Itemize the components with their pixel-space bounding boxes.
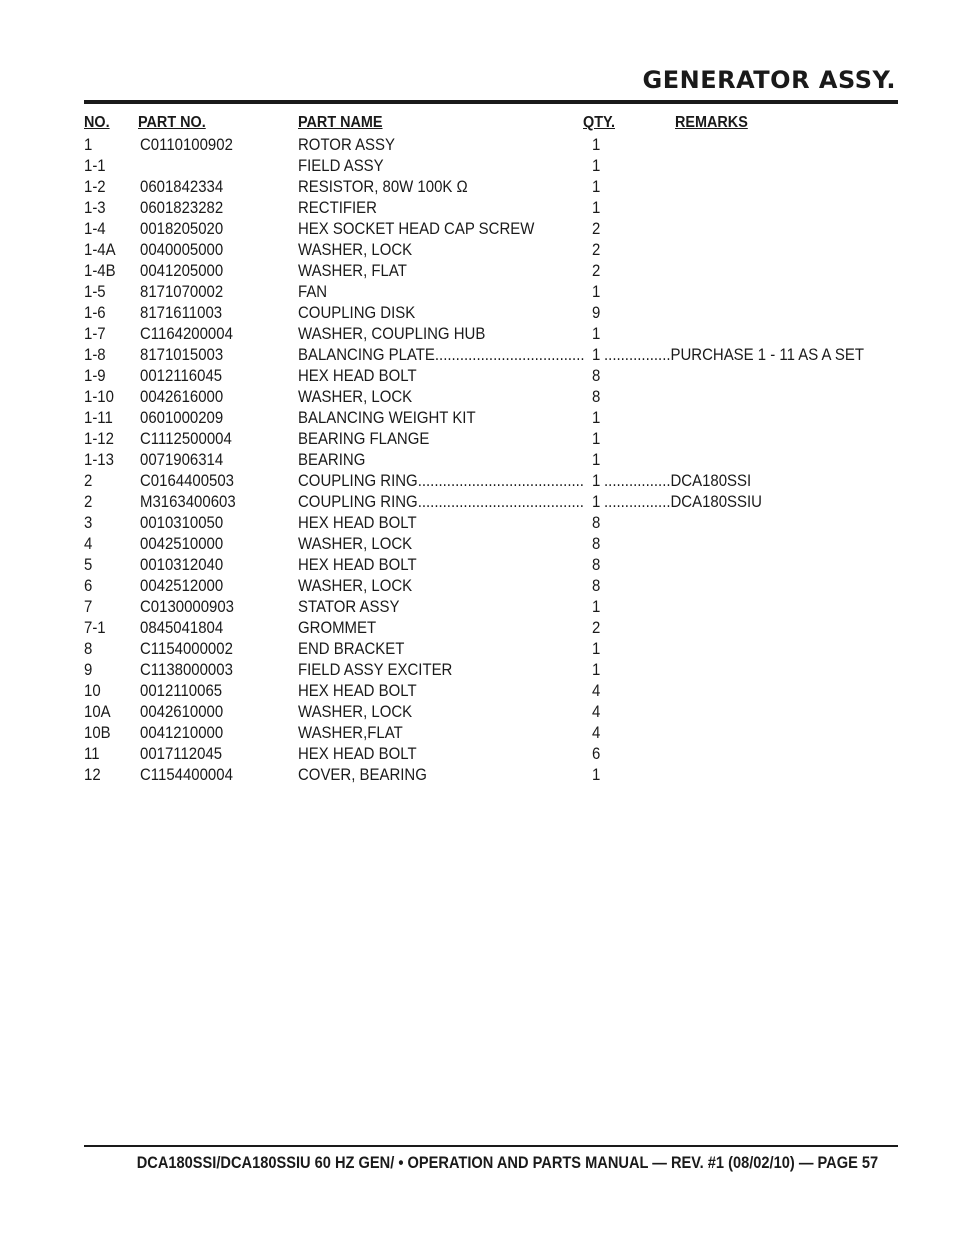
row-part-no: 0012110065 <box>140 681 223 700</box>
row-no: 1-1 <box>84 156 106 175</box>
table-row <box>0 176 954 197</box>
row-qty: 2 <box>592 240 601 259</box>
table-row <box>0 386 954 407</box>
row-no: 7-1 <box>84 618 106 637</box>
row-no: 12 <box>84 765 101 784</box>
table-row <box>0 596 954 617</box>
row-part-no: 0012116045 <box>140 366 223 385</box>
table-row <box>0 239 954 260</box>
row-no: 2 <box>84 471 93 490</box>
row-part-no: 8171611003 <box>140 303 223 322</box>
row-part-name: COUPLING RING........................................ <box>298 492 584 511</box>
row-qty: 1 <box>592 135 601 154</box>
table-row <box>0 407 954 428</box>
row-qty: 1 <box>592 450 601 469</box>
row-part-name: BALANCING WEIGHT KIT <box>298 408 476 427</box>
row-part-name: END BRACKET <box>298 639 405 658</box>
row-qty: 1 <box>592 198 601 217</box>
row-no: 10A <box>84 702 111 721</box>
row-part-no: 0071906314 <box>140 450 224 469</box>
row-qty: 1 <box>592 660 601 679</box>
header-remarks: REMARKS <box>675 114 748 131</box>
row-part-name: FAN <box>298 282 328 301</box>
row-qty: 9 <box>592 303 601 322</box>
row-no: 8 <box>84 639 93 658</box>
row-no: 1-4B <box>84 261 116 280</box>
row-qty: 1 <box>592 429 601 448</box>
row-part-name: HEX SOCKET HEAD CAP SCREW <box>298 219 535 238</box>
table-row <box>0 512 954 533</box>
table-row <box>0 659 954 680</box>
row-qty: 8 <box>592 513 601 532</box>
row-no: 10 <box>84 681 101 700</box>
row-no: 7 <box>84 597 93 616</box>
row-part-name: COUPLING DISK <box>298 303 416 322</box>
row-no: 1-13 <box>84 450 114 469</box>
row-part-name: WASHER, LOCK <box>298 576 413 595</box>
table-row <box>0 428 954 449</box>
row-part-name: HEX HEAD BOLT <box>298 555 417 574</box>
row-qty: 4 <box>592 702 601 721</box>
row-no: 1 <box>84 135 93 154</box>
table-row <box>0 302 954 323</box>
row-no: 11 <box>84 744 100 763</box>
table-row <box>0 470 954 491</box>
row-part-no: C0110100902 <box>140 135 233 154</box>
table-header <box>0 114 954 134</box>
table-row <box>0 155 954 176</box>
row-no: 2 <box>84 492 93 511</box>
table-row <box>0 491 954 512</box>
row-part-no: 8171015003 <box>140 345 224 364</box>
header-part-name: PART NAME <box>298 114 383 131</box>
row-part-name: WASHER, FLAT <box>298 261 407 280</box>
row-remarks: ................PURCHASE 1 - 11 AS A SET <box>604 345 864 364</box>
row-no: 1-10 <box>84 387 114 406</box>
row-part-no: C1112500004 <box>140 429 232 448</box>
table-row <box>0 134 954 155</box>
row-part-name: ROTOR ASSY <box>298 135 395 154</box>
row-part-name: WASHER,FLAT <box>298 723 403 742</box>
footer-divider <box>84 1145 898 1147</box>
row-no: 10B <box>84 723 111 742</box>
row-part-name: WASHER, COUPLING HUB <box>298 324 486 343</box>
table-row <box>0 701 954 722</box>
row-part-name: BEARING FLANGE <box>298 429 430 448</box>
table-row <box>0 764 954 785</box>
row-part-name: FIELD ASSY <box>298 156 384 175</box>
table-row <box>0 638 954 659</box>
row-no: 1-2 <box>84 177 106 196</box>
row-part-no: 0042510000 <box>140 534 224 553</box>
row-qty: 1 <box>592 408 601 427</box>
row-no: 6 <box>84 576 93 595</box>
row-part-name: HEX HEAD BOLT <box>298 366 417 385</box>
row-no: 4 <box>84 534 93 553</box>
row-qty: 8 <box>592 576 601 595</box>
row-qty: 2 <box>592 261 601 280</box>
footer-text: DCA180SSI/DCA180SSIU 60 HZ GEN/ • OPERATION AND PARTS MANUAL — REV. #1 (08/02/10) — PAGE 57 <box>136 1153 878 1172</box>
row-qty: 1 <box>592 765 601 784</box>
table-row <box>0 197 954 218</box>
row-qty: 1 <box>592 156 601 175</box>
table-row <box>0 281 954 302</box>
row-remarks: ................DCA180SSIU <box>604 492 762 511</box>
row-no: 1-11 <box>84 408 113 427</box>
row-part-name: WASHER, LOCK <box>298 534 413 553</box>
row-part-name: GROMMET <box>298 618 377 637</box>
row-qty: 1 <box>592 177 601 196</box>
row-no: 1-8 <box>84 345 106 364</box>
row-no: 1-6 <box>84 303 106 322</box>
row-part-name: WASHER, LOCK <box>298 240 413 259</box>
row-no: 1-5 <box>84 282 106 301</box>
row-part-name: HEX HEAD BOLT <box>298 681 417 700</box>
row-part-name: FIELD ASSY EXCITER <box>298 660 453 679</box>
row-part-no: C1138000003 <box>140 660 233 679</box>
row-qty: 4 <box>592 723 601 742</box>
row-part-no: 0040005000 <box>140 240 224 259</box>
row-no: 1-4 <box>84 219 106 238</box>
table-row <box>0 533 954 554</box>
table-row <box>0 449 954 470</box>
row-qty: 4 <box>592 681 601 700</box>
row-no: 9 <box>84 660 93 679</box>
row-part-name: COVER, BEARING <box>298 765 427 784</box>
header-qty: QTY. <box>583 114 616 131</box>
row-part-no: M3163400603 <box>140 492 236 511</box>
row-part-name: BALANCING PLATE.................................... <box>298 345 585 364</box>
row-part-name: STATOR ASSY <box>298 597 400 616</box>
parts-list <box>0 134 954 785</box>
header-part-no: PART NO. <box>138 114 206 131</box>
row-qty: 1 <box>592 282 601 301</box>
row-qty: 1 <box>592 324 601 343</box>
table-row <box>0 680 954 701</box>
row-qty: 6 <box>592 744 601 763</box>
row-qty: 1 <box>592 471 601 490</box>
row-part-no: 0041205000 <box>140 261 224 280</box>
row-qty: 8 <box>592 555 601 574</box>
row-part-no: 0042616000 <box>140 387 224 406</box>
row-qty: 1 <box>592 639 601 658</box>
row-part-name: RECTIFIER <box>298 198 377 217</box>
row-qty: 1 <box>592 492 601 511</box>
row-part-no: C1154400004 <box>140 765 233 784</box>
table-row <box>0 617 954 638</box>
row-part-name: COUPLING RING........................................ <box>298 471 584 490</box>
row-part-no: C1154000002 <box>140 639 233 658</box>
row-part-name: WASHER, LOCK <box>298 387 413 406</box>
table-row <box>0 365 954 386</box>
row-part-no: 0845041804 <box>140 618 224 637</box>
row-qty: 1 <box>592 597 601 616</box>
table-row <box>0 554 954 575</box>
row-qty: 1 <box>592 345 601 364</box>
row-qty: 2 <box>592 618 601 637</box>
row-qty: 2 <box>592 219 601 238</box>
row-part-no: 0018205020 <box>140 219 224 238</box>
row-qty: 8 <box>592 366 601 385</box>
row-no: 1-7 <box>84 324 106 343</box>
row-no: 1-4A <box>84 240 116 259</box>
row-part-no: 0042512000 <box>140 576 224 595</box>
row-no: 3 <box>84 513 93 532</box>
table-row <box>0 344 954 365</box>
table-row <box>0 743 954 764</box>
row-part-name: WASHER, LOCK <box>298 702 413 721</box>
table-row <box>0 575 954 596</box>
header-no: NO. <box>84 114 110 131</box>
title-divider <box>84 100 898 104</box>
row-part-no: C0164400503 <box>140 471 235 490</box>
row-part-no: 0042610000 <box>140 702 224 721</box>
row-part-no: 8171070002 <box>140 282 224 301</box>
row-part-name: RESISTOR, 80W 100K Ω <box>298 177 468 196</box>
row-no: 5 <box>84 555 93 574</box>
row-part-no: 0041210000 <box>140 723 224 742</box>
row-part-name: HEX HEAD BOLT <box>298 513 417 532</box>
row-qty: 8 <box>592 387 601 406</box>
row-part-no: 0601000209 <box>140 408 224 427</box>
row-remarks: ................DCA180SSI <box>604 471 752 490</box>
row-part-no: 0017112045 <box>140 744 223 763</box>
row-no: 1-12 <box>84 429 114 448</box>
row-part-no: 0601842334 <box>140 177 224 196</box>
row-part-no: 0601823282 <box>140 198 224 217</box>
row-part-no: 0010310050 <box>140 513 224 532</box>
row-qty: 8 <box>592 534 601 553</box>
page-title: GENERATOR ASSY. <box>642 66 896 94</box>
row-part-name: BEARING <box>298 450 366 469</box>
table-row <box>0 218 954 239</box>
table-row <box>0 323 954 344</box>
row-part-no: 0010312040 <box>140 555 224 574</box>
row-part-no: C0130000903 <box>140 597 235 616</box>
row-part-name: HEX HEAD BOLT <box>298 744 417 763</box>
row-no: 1-9 <box>84 366 106 385</box>
row-part-no: C1164200004 <box>140 324 233 343</box>
row-no: 1-3 <box>84 198 106 217</box>
table-row <box>0 722 954 743</box>
table-row <box>0 260 954 281</box>
